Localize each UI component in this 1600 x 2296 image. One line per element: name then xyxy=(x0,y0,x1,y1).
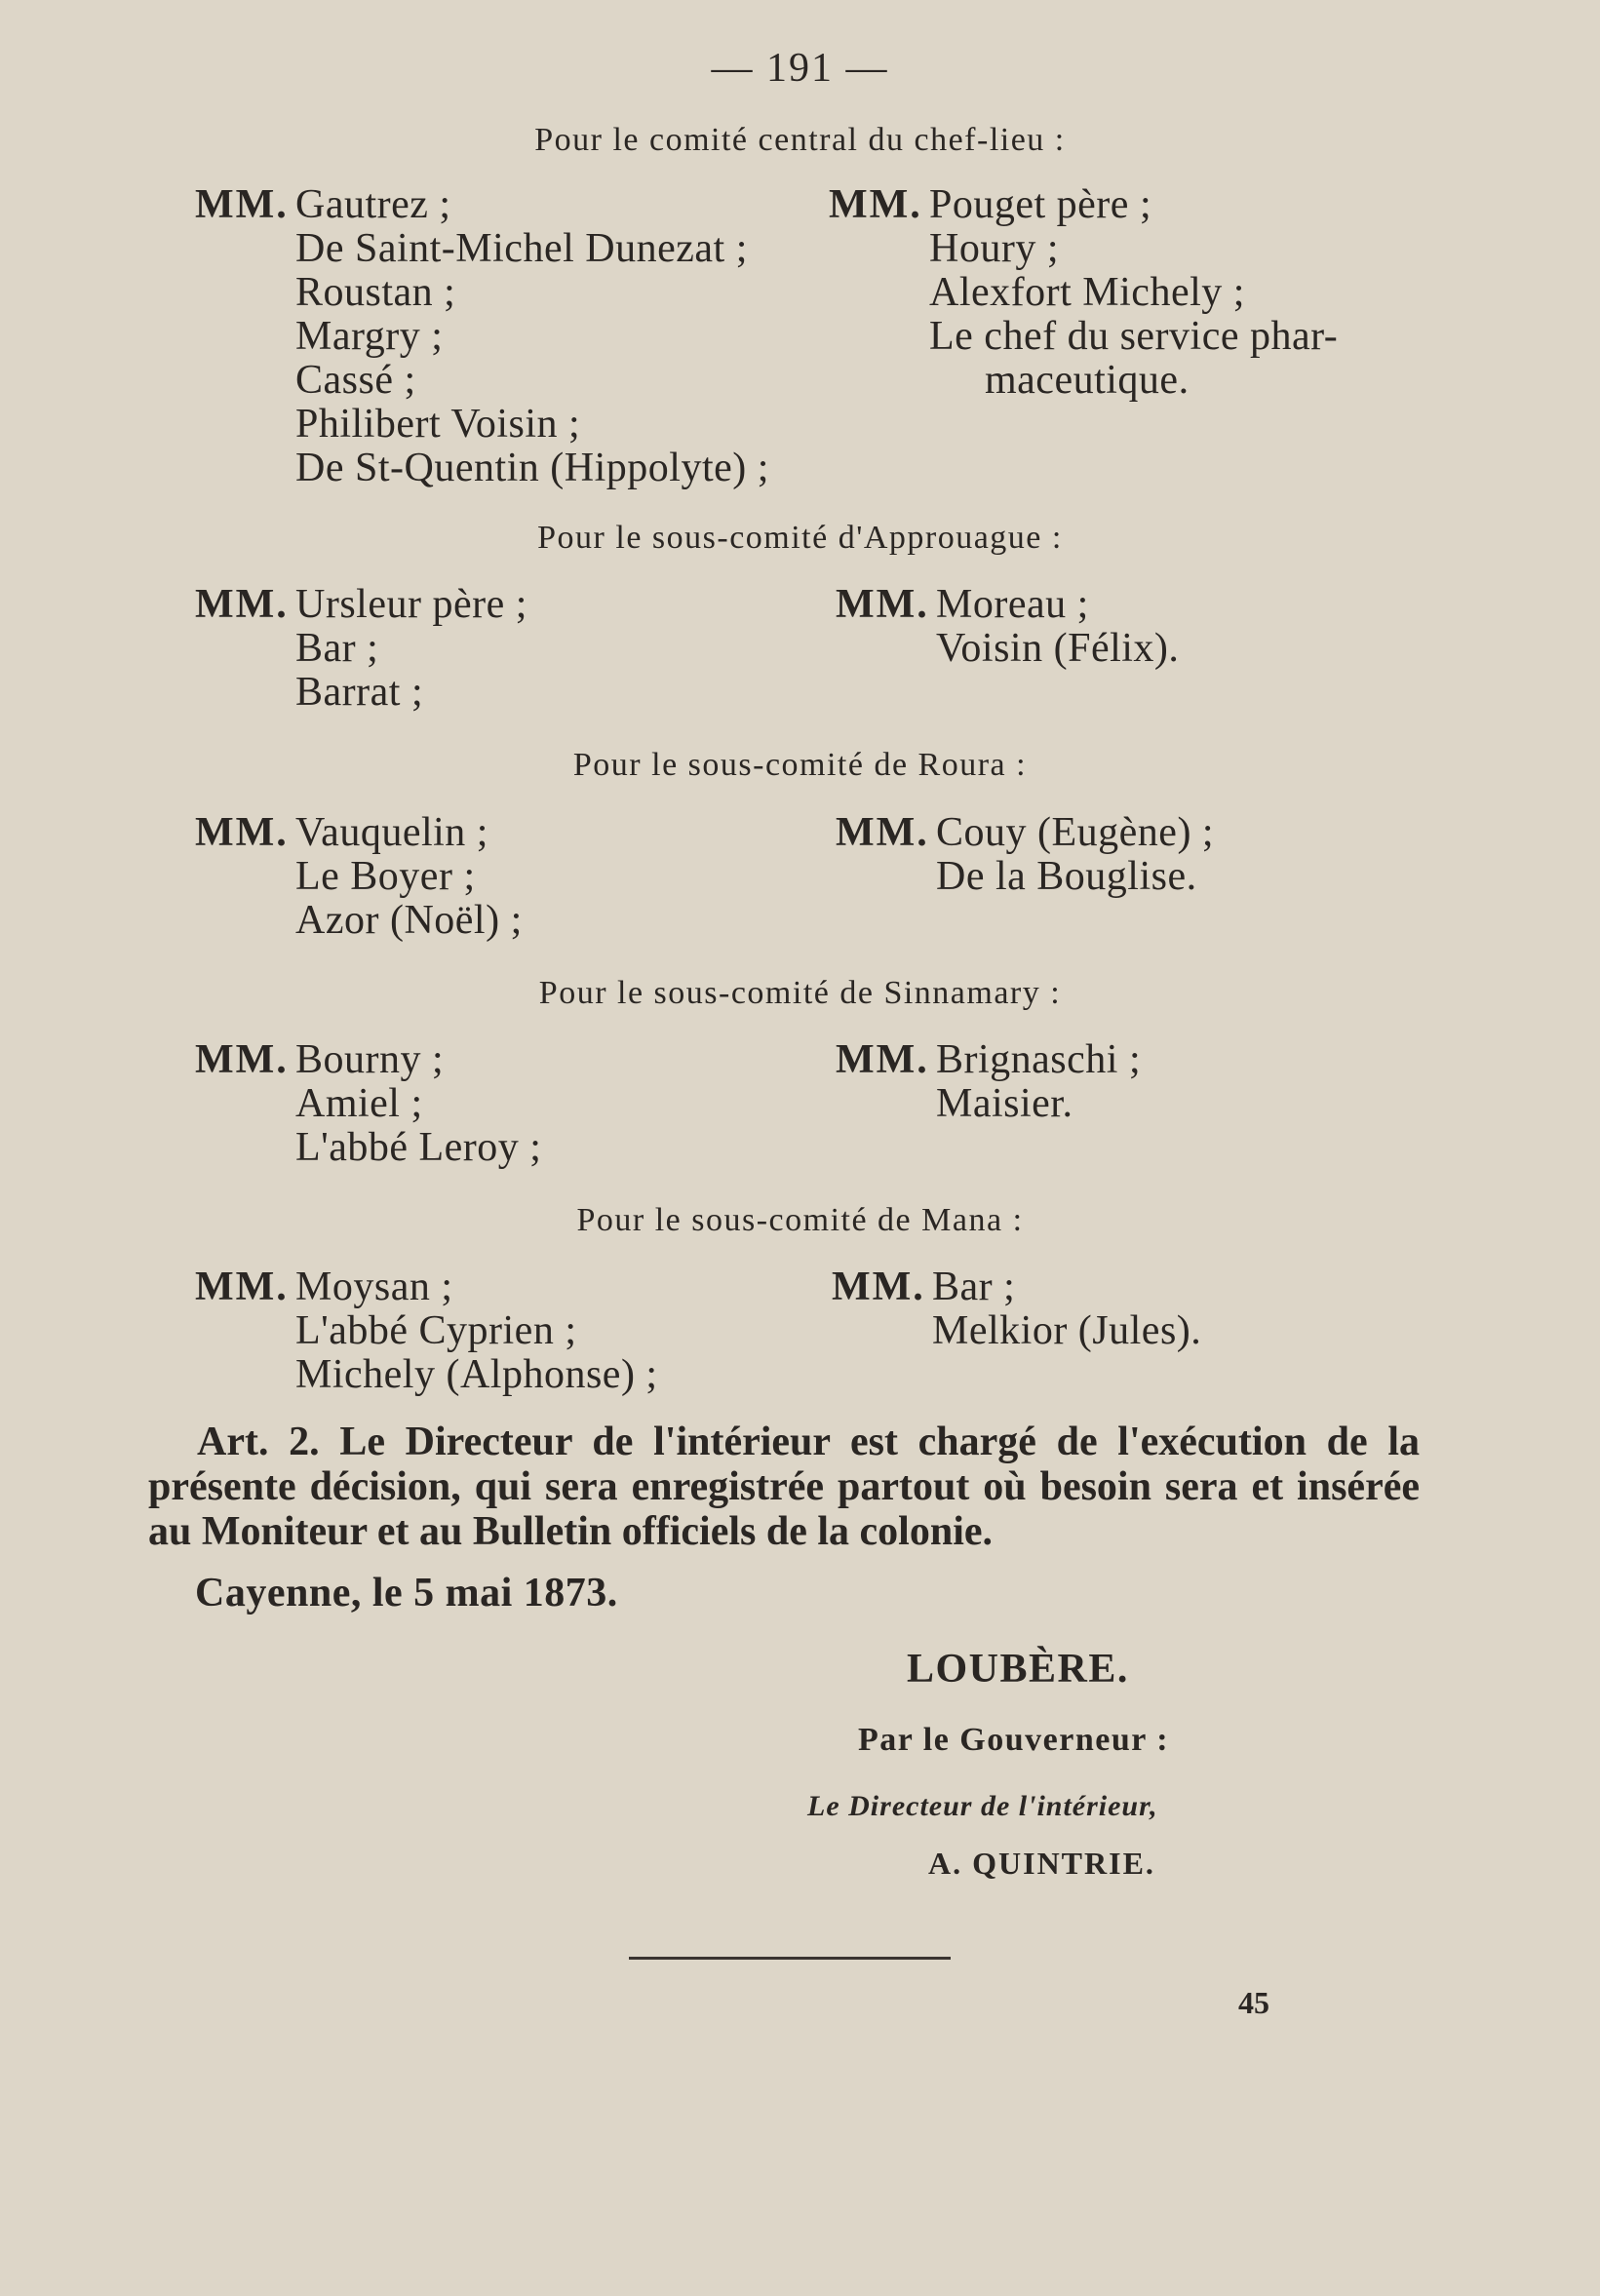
page-number: — 191 — xyxy=(711,46,889,91)
signature-mark: 45 xyxy=(1238,1985,1269,2020)
member-name: Maisier. xyxy=(936,1081,1073,1126)
mm-prefix: MM. xyxy=(195,810,289,855)
member-name: De la Bouglise. xyxy=(936,854,1197,899)
member-name: Melkior (Jules). xyxy=(932,1308,1202,1353)
member-name: Le Boyer ; xyxy=(295,854,476,899)
member-name: Barrat ; xyxy=(295,670,424,715)
member-name: Bar ; xyxy=(932,1265,1016,1309)
mm-prefix: MM. xyxy=(829,182,922,227)
place-date: Cayenne, le 5 mai 1873. xyxy=(195,1571,618,1615)
approuague-right-column xyxy=(836,583,1179,671)
mana-left-column xyxy=(195,1265,658,1397)
member-name: Cassé ; xyxy=(295,358,416,403)
member-name: Roustan ; xyxy=(295,270,456,315)
article-2 xyxy=(148,1420,1420,1554)
member-name: Philibert Voisin ; xyxy=(295,402,581,447)
member-name: Bar ; xyxy=(295,626,379,671)
member-name: Pouget père ; xyxy=(929,182,1152,227)
member-name: Michely (Alphonse) ; xyxy=(295,1352,658,1397)
member-name: Amiel ; xyxy=(295,1081,423,1126)
member-name: L'abbé Leroy ; xyxy=(295,1125,542,1170)
sinnamary-right-column xyxy=(836,1038,1141,1126)
member-name: De Saint-Michel Dunezat ; xyxy=(295,226,748,271)
section-heading-approuague: Pour le sous-comité d'Approuague : xyxy=(537,520,1063,556)
section-heading-central: Pour le comité central du chef-lieu : xyxy=(534,122,1066,158)
mm-prefix: MM. xyxy=(195,582,289,627)
roura-left-column xyxy=(195,811,523,943)
member-name: Moreau ; xyxy=(936,582,1089,627)
roura-right-column xyxy=(836,811,1214,899)
mm-prefix: MM. xyxy=(836,1037,929,1082)
member-name: Gautrez ; xyxy=(295,182,451,227)
sinnamary-left-column xyxy=(195,1038,541,1170)
member-name: Houry ; xyxy=(929,226,1059,271)
par-le-gouverneur: Par le Gouverneur : xyxy=(858,1722,1170,1758)
member-name: L'abbé Cyprien ; xyxy=(295,1308,577,1353)
member-name: Moysan ; xyxy=(295,1265,453,1309)
mm-prefix: MM. xyxy=(195,1037,289,1082)
member-name: Azor (Noël) ; xyxy=(295,898,523,943)
mana-right-column xyxy=(832,1265,1201,1353)
mm-prefix: MM. xyxy=(832,1265,925,1309)
approuague-left-column xyxy=(195,583,527,715)
member-name: Alexfort Michely ; xyxy=(929,270,1245,315)
signer-name: LOUBÈRE. xyxy=(907,1647,1129,1692)
director-title: Le Directeur de l'intérieur, xyxy=(807,1790,1158,1822)
director-name: A. QUINTRIE. xyxy=(928,1846,1155,1881)
member-name: Couy (Eugène) ; xyxy=(936,810,1215,855)
central-left-column xyxy=(195,183,769,490)
mm-prefix: MM. xyxy=(195,1265,289,1309)
section-heading-roura: Pour le sous-comité de Roura : xyxy=(572,747,1028,783)
central-right-column xyxy=(829,183,1338,403)
mm-prefix: MM. xyxy=(836,582,929,627)
member-name: Vauquelin ; xyxy=(295,810,488,855)
section-heading-mana: Pour le sous-comité de Mana : xyxy=(576,1202,1024,1238)
member-name: Bourny ; xyxy=(295,1037,445,1082)
member-name: Margry ; xyxy=(295,314,444,359)
article-2-text: Art. 2. Le Directeur de l'intérieur est chargé de l'exécution de la présente décision, qui sera enregistrée partout où besoin sera et insérée au Moniteur et au Bulletin officiels de la colonie. xyxy=(148,1420,1420,1554)
member-name: Le chef du service phar- xyxy=(929,314,1339,359)
mm-prefix: MM. xyxy=(836,810,929,855)
mm-prefix: MM. xyxy=(195,182,289,227)
member-name: Ursleur père ; xyxy=(295,582,527,627)
divider-rule xyxy=(629,1957,951,1960)
member-name: maceutique. xyxy=(985,358,1190,403)
member-name: Brignaschi ; xyxy=(936,1037,1142,1082)
member-name: Voisin (Félix). xyxy=(936,626,1180,671)
section-heading-sinnamary: Pour le sous-comité de Sinnamary : xyxy=(538,975,1062,1011)
member-name: De St-Quentin (Hippolyte) ; xyxy=(295,446,769,490)
